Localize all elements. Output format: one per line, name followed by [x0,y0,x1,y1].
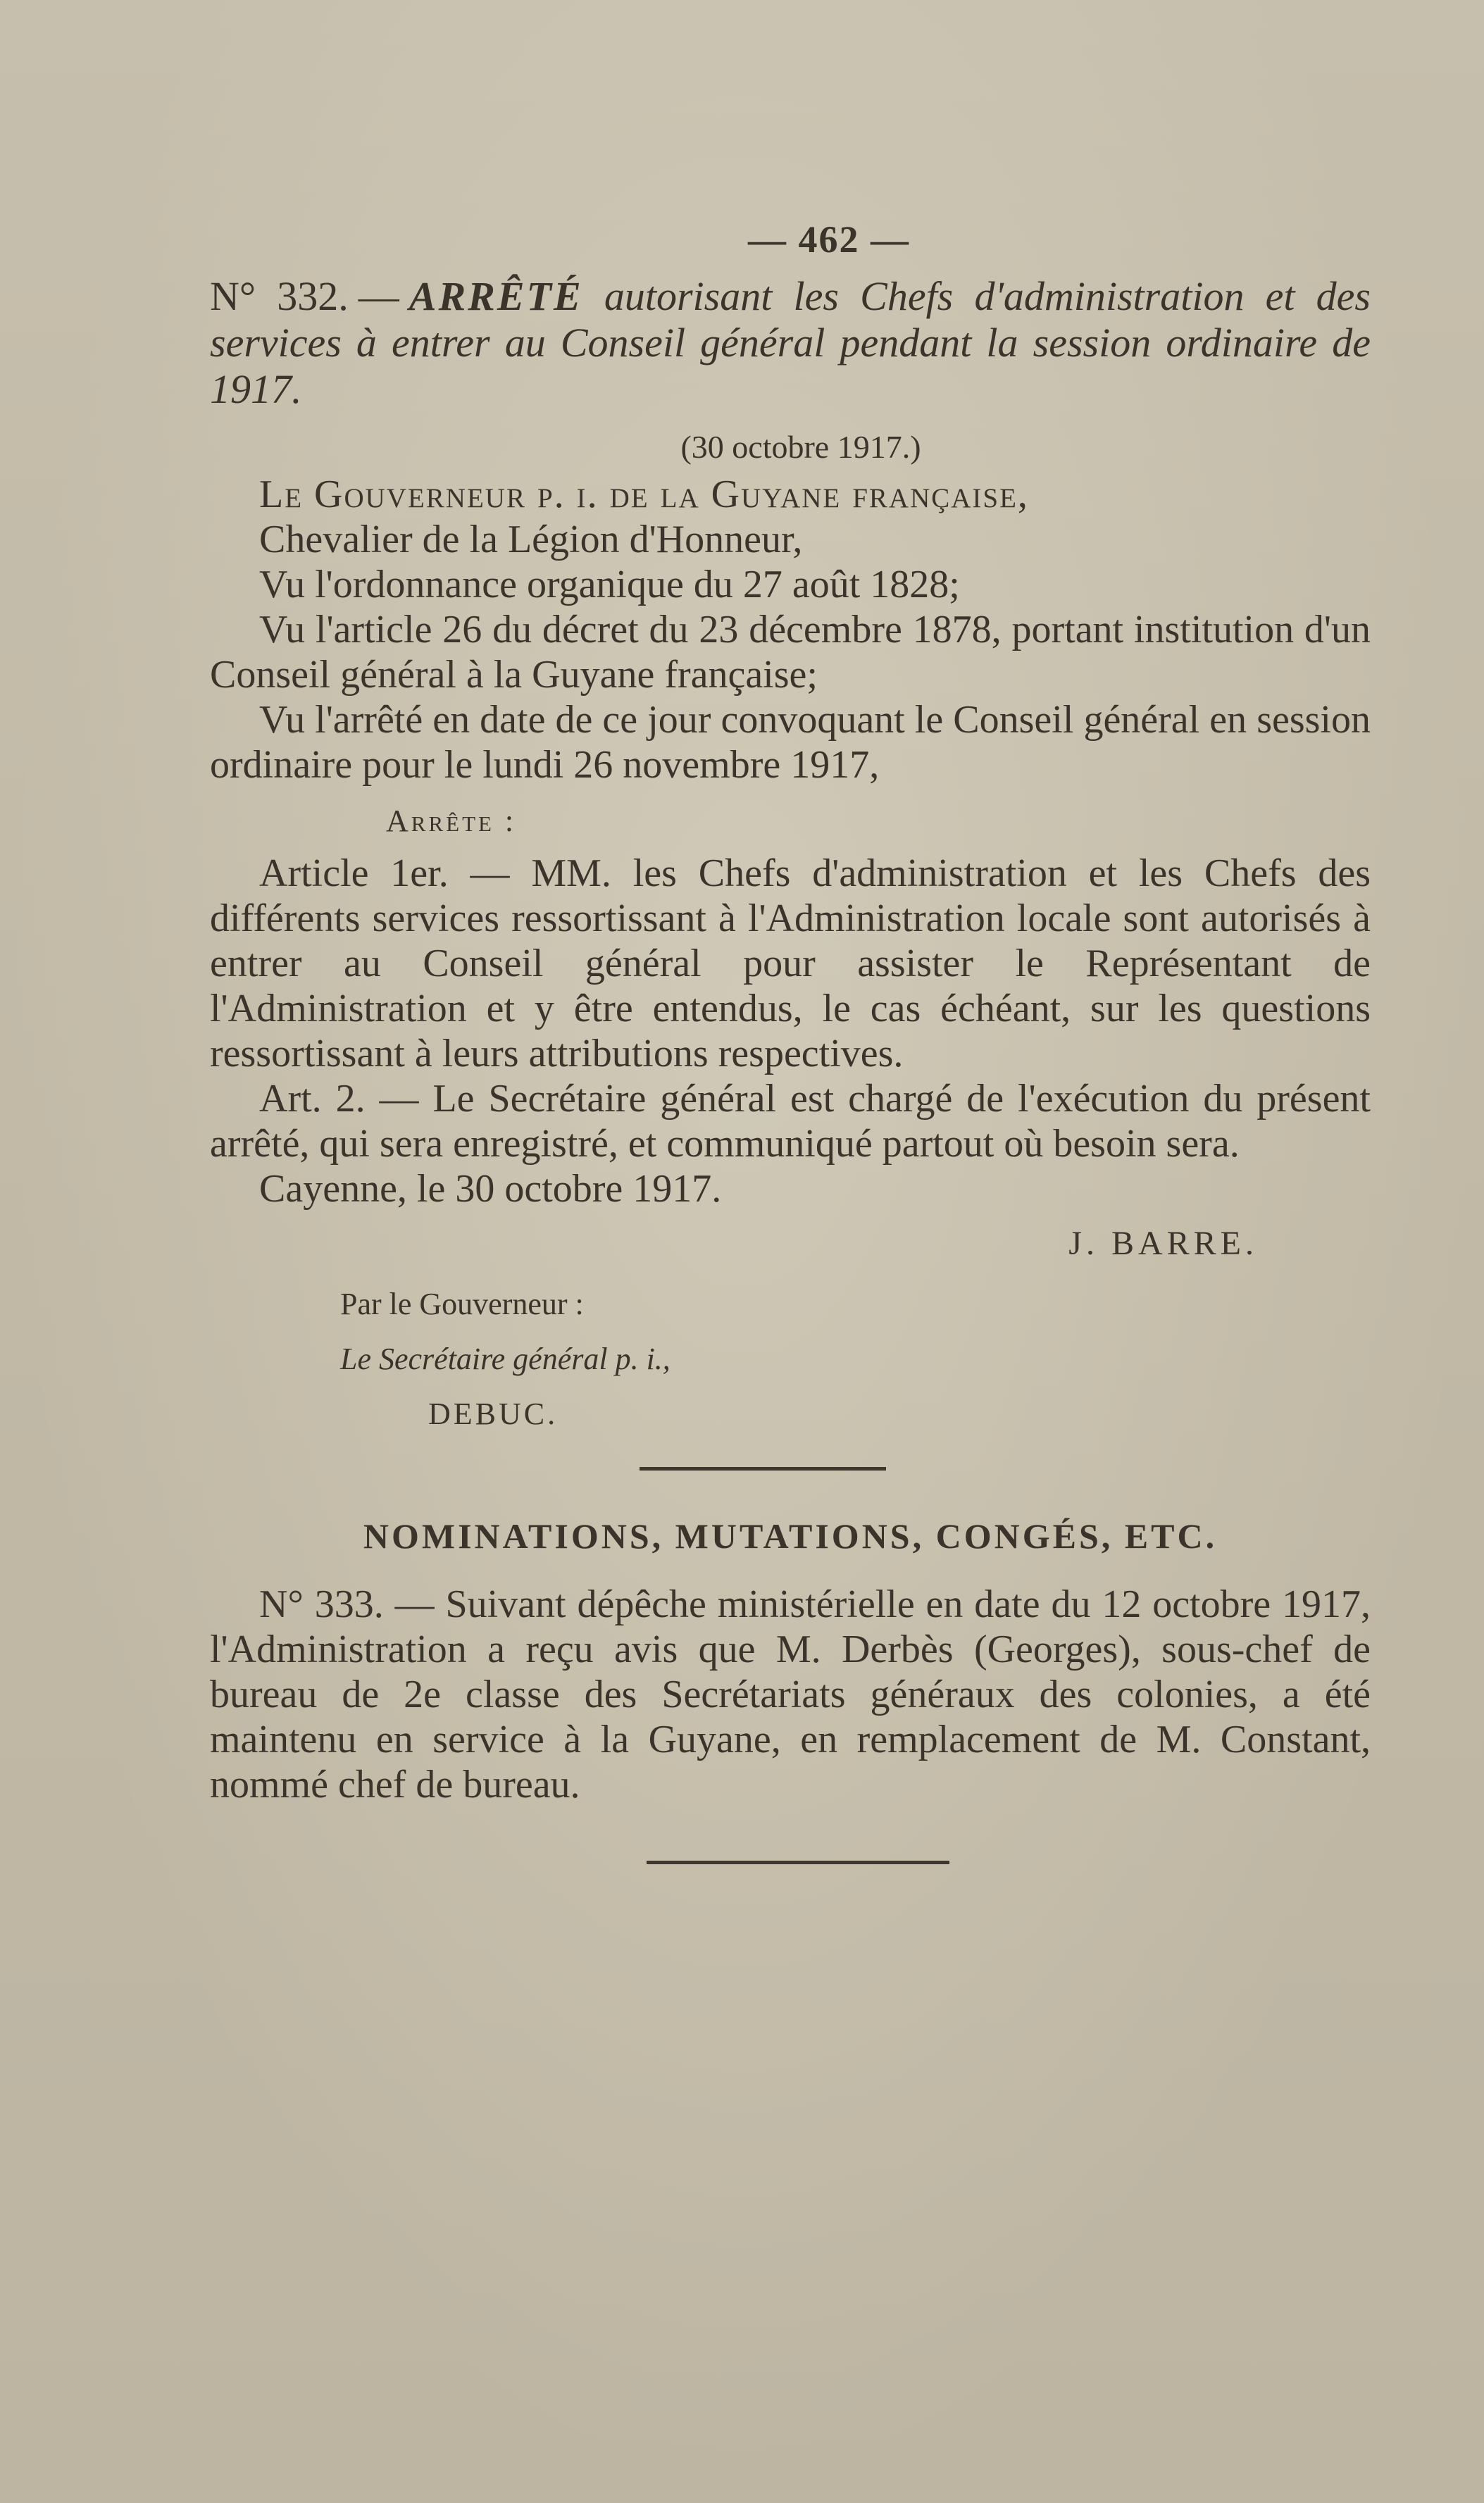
decree-number: N° 332. [210,273,349,319]
page-content [210,211,1371,1864]
section-heading: NOMINATIONS, MUTATIONS, CONGÉS, ETC. [363,1516,1218,1556]
page-number: — 462 — [748,218,910,261]
decree-type: ARRÊTÉ [409,273,583,319]
secretaire-general: Le Secrétaire général p. i., [340,1342,671,1376]
decree-title-text: autorisant les Chefs d'administration et des services à entrer au Conseil général pendant la session ordinaire de 1917. [210,273,1371,412]
article-2: Art. 2. — Le Secrétaire général est chargé de l'exécution du présent arrêté, qui sera enregistré, et communiqué partout où besoin sera. [210,1077,1371,1166]
place-date: Cayenne, le 30 octobre 1917. [259,1167,722,1211]
countersignature-block [340,1277,1371,1442]
decree-date: (30 octobre 1917.) [680,429,921,465]
vu-decret: Vu l'article 26 du décret du 23 décembre 1878, portant institution d'un Conseil général à la Guyane française; [210,608,1371,697]
signature-name: J. BARRE. [1068,1225,1258,1262]
chevalier-line: Chevalier de la Légion d'Honneur, [259,518,803,561]
vu-arrete: Vu l'arrêté en date de ce jour convoquant le Conseil général en session ordinaire pour le lundi 26 novembre 1917, [210,698,1371,787]
article-1: Article 1er. — MM. les Chefs d'administration et les Chefs des différents services ressortissant à l'Administration locale sont autorisés à entrer au Conseil général pour assister le Représentant de l'Administration et y être entendus, le cas échéant, sur les questions ressortissant à leurs attributions respectives. [210,851,1371,1075]
arrete-heading: Arrête : [386,804,517,838]
governor-line: Le Gouverneur p. i. de la Guyane française, [259,473,1029,516]
par-le-gouverneur: Par le Gouverneur : [340,1287,584,1321]
section-divider [640,1467,886,1471]
end-divider [647,1861,949,1864]
title-dash: — [358,273,399,319]
vu-ordonnance: Vu l'ordonnance organique du 27 août 1828; [259,563,960,606]
entry-333: N° 333. — Suivant dépêche ministérielle en date du 12 octobre 1917, l'Administration a reçu avis que M. Derbès (Georges), sous-chef de bureau de 2e classe des Secrétariats généraux des colonies, a été maintenu en service à la Guyane, en remplacement de M. Constant, nommé chef de bureau. [210,1583,1371,1806]
countersign-name: DEBUC. [428,1397,559,1431]
decree-title [210,273,1371,413]
